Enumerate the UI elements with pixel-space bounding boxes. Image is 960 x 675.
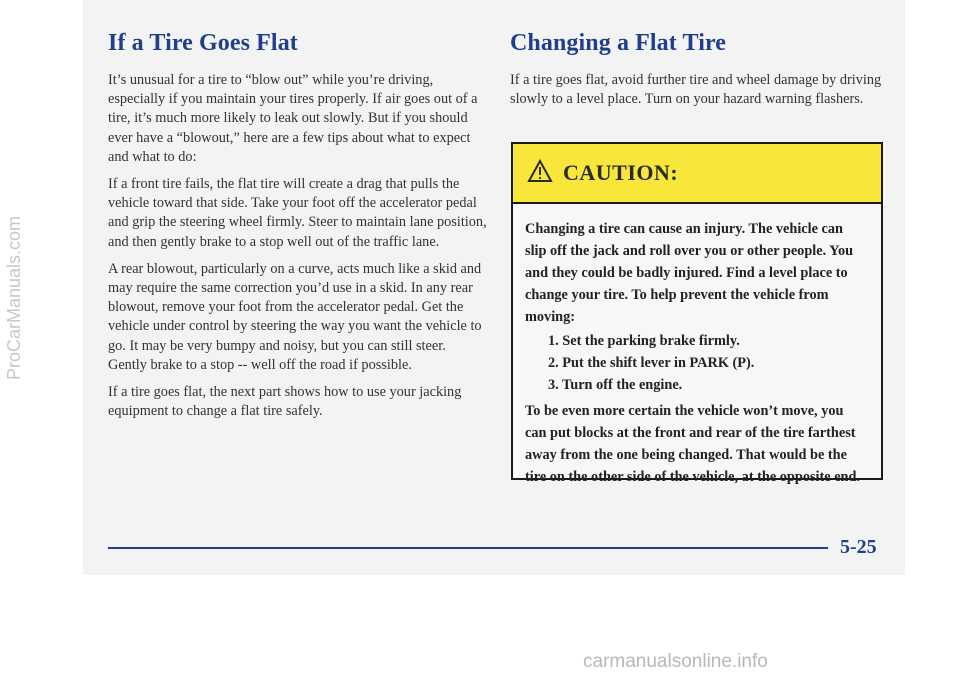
left-paragraph-3: A rear blowout, particularly on a curve, acts much like a skid and may require the same correction you’d use in a skid. In any rear blowout, remove your foot from the accelerator pedal. Get the vehicle under control by steering the way you want the vehicle to go. It may be very bumpy and noisy, but you can still steer. Gently brake to a stop -- well off the road if possible. bbox=[108, 260, 482, 373]
caution-banner bbox=[513, 144, 881, 204]
caution-body bbox=[513, 204, 881, 488]
right-intro: If a tire goes flat, avoid further tire and wheel damage by driving slowly to a level place. Turn on your hazard warning flashers. bbox=[510, 72, 882, 108]
caution-title: CAUTION: bbox=[563, 160, 679, 185]
page-number: 5-25 bbox=[840, 536, 877, 558]
warning-triangle-icon bbox=[527, 159, 553, 188]
side-watermark: ProCarManuals.com bbox=[4, 215, 24, 380]
caution-step-2: 2. Put the shift lever in PARK (P). bbox=[548, 355, 755, 371]
left-column bbox=[108, 30, 488, 429]
left-paragraph-4: If a tire goes flat, the next part shows how to use your jacking equipment to change a flat tire safely. bbox=[108, 384, 462, 420]
bottom-watermark: carmanualsonline.info bbox=[583, 651, 768, 672]
left-paragraph-1: It’s unusual for a tire to “blow out” while you’re driving, especially if you maintain your tires properly. If air goes out of a tire, it’s much more likely to leak out slowly. But if you should ever have a “blowout,” here are a few tips about what to expect and what to do: bbox=[108, 72, 478, 165]
right-column bbox=[510, 30, 890, 117]
footer-rule bbox=[108, 547, 828, 549]
caution-lead: Changing a tire can cause an injury. The vehicle can slip off the jack and roll over you or other people. You and they could be badly injured. Find a level place to change your tire. To help prevent the vehicle from moving: bbox=[525, 221, 854, 325]
right-heading: Changing a Flat Tire bbox=[510, 30, 727, 56]
caution-box bbox=[511, 142, 883, 485]
left-paragraph-2: If a front tire fails, the flat tire will create a drag that pulls the vehicle toward that side. Take your foot off the accelerator pedal and grip the steering wheel firmly. Steer to maintain lane position, and then gently brake to a stop well out of the traffic lane. bbox=[108, 176, 487, 250]
caution-step-3: 3. Turn off the engine. bbox=[548, 377, 683, 393]
caution-steps bbox=[525, 330, 867, 396]
left-heading: If a Tire Goes Flat bbox=[108, 30, 298, 56]
caution-closing: To be even more certain the vehicle won’t move, you can put blocks at the front and rear of the tire farthest away from the one being changed. That would be the tire on the other side of the vehicle, at the opposite end. bbox=[525, 403, 861, 485]
caution-step-1: 1. Set the parking brake firmly. bbox=[548, 333, 740, 349]
